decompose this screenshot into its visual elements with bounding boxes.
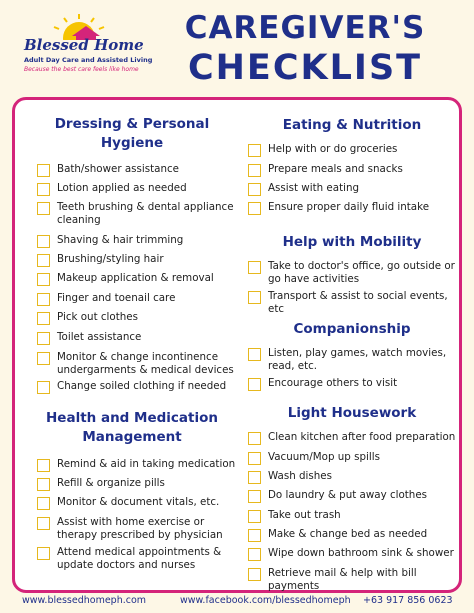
section-heading: Health and Medication Management [46, 410, 218, 445]
checklist-item[interactable]: Vacuum/Mop up spills [248, 451, 456, 465]
checkbox[interactable] [37, 164, 50, 177]
checklist-item[interactable]: Wash dishes [248, 470, 456, 484]
checklist-item[interactable]: Makeup application & removal [37, 272, 242, 286]
checklist-item[interactable]: Monitor & change incontinence undergarments & medical devices [37, 351, 242, 377]
checklist-item[interactable]: Listen, play games, watch movies, read, etc. [248, 347, 456, 373]
checkbox[interactable] [37, 254, 50, 267]
section-heading: Light Housework [287, 405, 417, 421]
title-line-1: CAREGIVER'S [184, 10, 426, 46]
checklist-item[interactable]: Lotion applied as needed [37, 182, 242, 196]
checkbox[interactable] [37, 183, 50, 196]
checklist-item[interactable]: Clean kitchen after food preparation [248, 431, 456, 445]
checkbox[interactable] [248, 529, 261, 542]
checkbox[interactable] [248, 261, 261, 274]
checklist-item[interactable]: Pick out clothes [37, 311, 242, 325]
checklist-item[interactable]: Attend medical appointments & update doctors and nurses [37, 546, 242, 572]
checkbox[interactable] [248, 490, 261, 503]
checklist-item[interactable]: Prepare meals and snacks [248, 163, 456, 177]
checklist-item[interactable]: Assist with home exercise or therapy prescribed by physician [37, 516, 242, 542]
checkbox[interactable] [37, 273, 50, 286]
checkbox[interactable] [248, 471, 261, 484]
section-heading: Help with Mobility [282, 234, 422, 250]
checkbox[interactable] [248, 510, 261, 523]
checkbox[interactable] [248, 348, 261, 361]
logo-subtitle: Adult Day Care and Assisted Living [24, 56, 153, 64]
checklist-item[interactable]: Ensure proper daily fluid intake [248, 201, 456, 215]
checkbox[interactable] [248, 183, 261, 196]
footer-website[interactable]: www.blessedhomeph.com [22, 595, 147, 606]
checkbox[interactable] [248, 291, 261, 304]
checkbox[interactable] [37, 381, 50, 394]
checkbox[interactable] [37, 293, 50, 306]
checklist-panel [12, 97, 462, 593]
checklist-item[interactable]: Wipe down bathroom sink & shower [248, 547, 456, 561]
checklist-item[interactable]: Refill & organize pills [37, 477, 242, 491]
checklist-item[interactable]: Teeth brushing & dental appliance cleaning [37, 201, 242, 227]
checklist-item[interactable]: Toilet assistance [37, 331, 242, 345]
logo-tagline: Because the best care feels like home [24, 66, 139, 73]
checkbox[interactable] [37, 459, 50, 472]
checklist-item[interactable]: Remind & aid in taking medication [37, 458, 242, 472]
checklist-item[interactable]: Help with or do groceries [248, 143, 456, 157]
checkbox[interactable] [248, 144, 261, 157]
checklist-item[interactable]: Retrieve mail & help with bill payments [248, 567, 456, 593]
checkbox[interactable] [248, 568, 261, 581]
checkbox[interactable] [37, 352, 50, 365]
checklist-item[interactable]: Monitor & document vitals, etc. [37, 496, 242, 510]
checklist-item[interactable]: Change soiled clothing if needed [37, 380, 242, 394]
checkbox[interactable] [37, 547, 50, 560]
checklist-item[interactable]: Shaving & hair trimming [37, 234, 242, 248]
title-line-2: CHECKLIST [187, 48, 423, 88]
checkbox[interactable] [248, 432, 261, 445]
checklist-item[interactable]: Assist with eating [248, 182, 456, 196]
checkbox[interactable] [248, 378, 261, 391]
checkbox[interactable] [248, 548, 261, 561]
checklist-item[interactable]: Take to doctor's office, go outside or go have activities [248, 260, 456, 286]
checkbox[interactable] [37, 235, 50, 248]
checklist-item[interactable]: Transport & assist to social events, etc [248, 290, 456, 316]
checkbox[interactable] [37, 202, 50, 215]
checkbox[interactable] [37, 517, 50, 530]
footer-phone[interactable]: +63 917 856 0623 [363, 595, 453, 606]
section-heading: Eating & Nutrition [282, 117, 422, 133]
logo-name: Blessed Home [24, 36, 144, 54]
checkbox[interactable] [37, 332, 50, 345]
checkbox[interactable] [248, 164, 261, 177]
checklist-item[interactable]: Make & change bed as needed [248, 528, 456, 542]
checkbox[interactable] [248, 202, 261, 215]
logo [14, 12, 153, 82]
checklist-item[interactable]: Do laundry & put away clothes [248, 489, 456, 503]
checklist-item[interactable]: Brushing/styling hair [37, 253, 242, 267]
footer-facebook[interactable]: www.facebook.com/blessedhomeph [180, 595, 351, 606]
checkbox[interactable] [37, 478, 50, 491]
checkbox[interactable] [37, 312, 50, 325]
section-heading: Companionship [293, 321, 411, 337]
checklist-item[interactable]: Encourage others to visit [248, 377, 456, 391]
checkbox[interactable] [37, 497, 50, 510]
page-title [150, 8, 460, 88]
checklist-item[interactable]: Take out trash [248, 509, 456, 523]
checklist-item[interactable]: Finger and toenail care [37, 292, 242, 306]
checkbox[interactable] [248, 452, 261, 465]
checklist-item[interactable]: Bath/shower assistance [37, 163, 242, 177]
section-heading: Dressing & Personal Hygiene [54, 116, 210, 151]
